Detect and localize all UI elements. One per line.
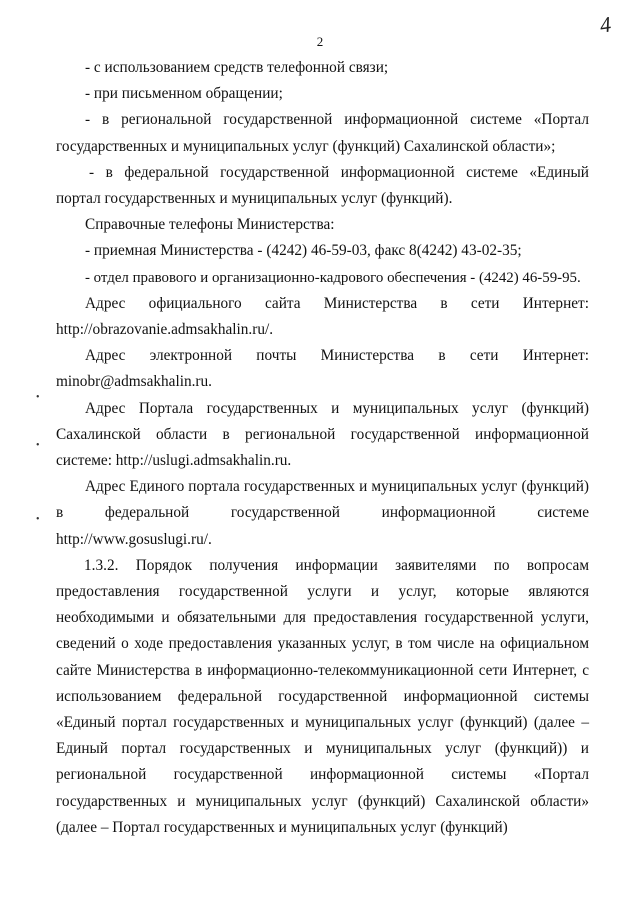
paragraph-email: Адрес электронной почты Министерства в сети Интернет: minobr@admsakhalin.ru. <box>56 347 589 391</box>
document-body <box>56 55 589 841</box>
paragraph-website: Адрес официального сайта Министерства в сети Интернет: http://obrazovanie.admsakhalin.ru/. <box>56 294 589 339</box>
paragraph-1-3-2: 1.3.2. Порядок получения информации заявителями по вопросам предоставления государственной услуги и услуг, которые являются необходимыми и обязательными для предоставления государственной услуги, сведений о ходе предоставления указанных услуг, в том числе на официальном сайте Министерства в информационно-телекоммуникационной сети Интернет, с использованием федеральной государственной информационной системы «Единый портал государственных и муниципальных услуг (функций) (далее – Единый портал государственных и муниципальных услуг (функций)) и региональной государственной информационной системы «Портал государственных и муниципальных услуг (функций) Сахалинской области» (далее – Портал государственных и муниципальных услуг (функций) <box>56 556 589 836</box>
paragraph-legal-department: - отдел правового и организационно-кадрового обеспечения - (4242) 46-59-95. <box>85 269 581 286</box>
page-number: 2 <box>316 34 324 49</box>
margin-dot: • <box>36 514 40 525</box>
paragraph-phone: - с использованием средств телефонной связи; <box>85 59 389 76</box>
margin-dot: • <box>36 392 40 403</box>
handwritten-page-mark: 4 <box>598 11 613 38</box>
margin-dot: • <box>36 440 40 451</box>
paragraph-phones-heading: Справочные телефоны Министерства: <box>85 216 335 234</box>
paragraph-federal-portal: - в федеральной государственной информационной системе «Единый портал государственных и муниципальных услуг (функций). <box>56 163 589 208</box>
paragraph-regional-portal: - в региональной государственной информационной системе «Портал государственных и муниципальных услуг (функций) Сахалинской области»; <box>56 111 589 155</box>
paragraph-reception: - приемная Министерства - (4242) 46-59-03, факс 8(4242) 43-02-35; <box>85 242 522 260</box>
paragraph-written: - при письменном обращении; <box>85 85 283 103</box>
paragraph-federal-address: Адрес Единого портала государственных и муниципальных услуг (функций) в федеральной государственной информационной системе http://www.gosuslugi.ru/. <box>56 478 589 548</box>
paragraph-regional-address: Адрес Портала государственных и муниципальных услуг (функций) Сахалинской области в региональной государственной информационной системе: http://uslugi.admsakhalin.ru. <box>56 399 589 470</box>
